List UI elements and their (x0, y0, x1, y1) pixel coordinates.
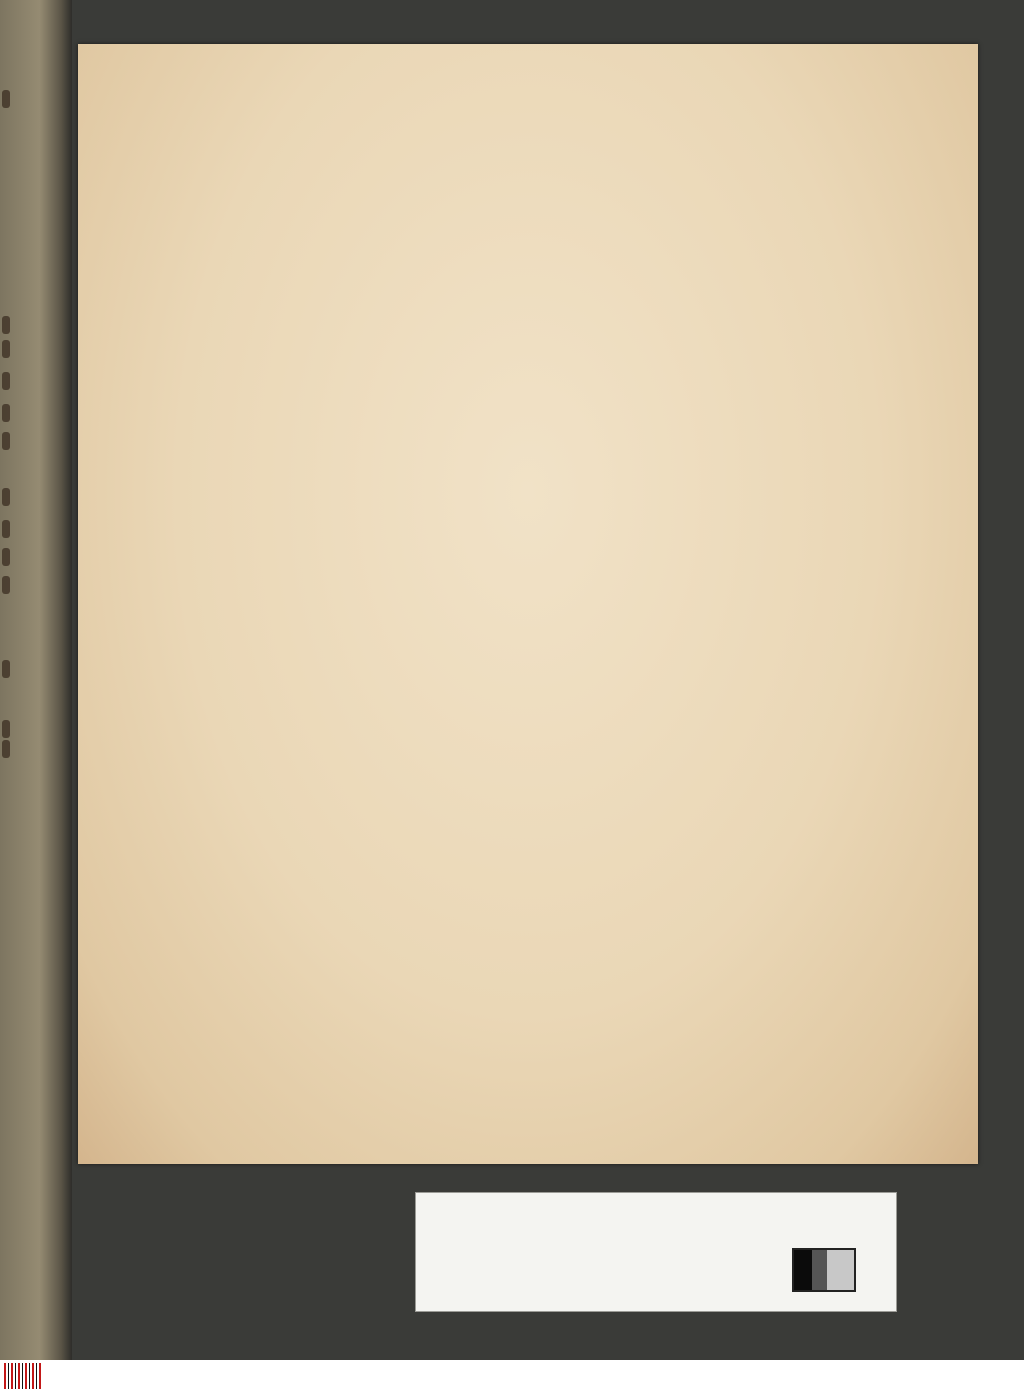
url-footer (0, 1360, 1024, 1393)
facing-page-edge (0, 0, 72, 1360)
document-page (78, 44, 978, 1164)
barcode-icon (4, 1363, 42, 1389)
gray-scale-swatch (792, 1248, 856, 1292)
library-label (415, 1192, 897, 1312)
printer-ornament-band (140, 80, 800, 200)
scale-ruler (428, 1245, 696, 1281)
